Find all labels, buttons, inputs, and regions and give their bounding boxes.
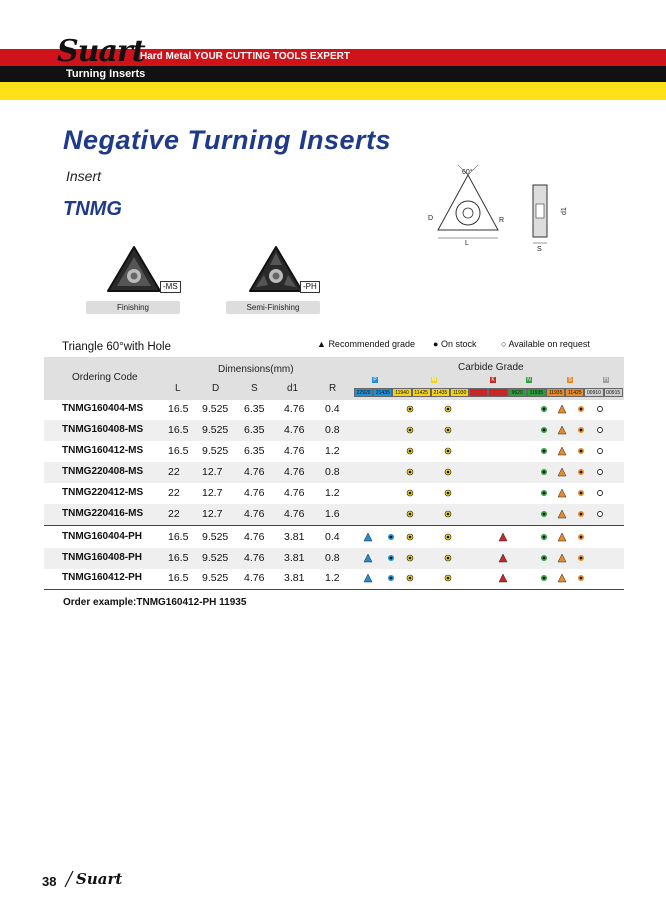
slash-divider	[64, 870, 74, 888]
stock-dot-icon	[442, 552, 454, 564]
stock-dot-icon	[404, 552, 416, 564]
stock-dot-icon	[404, 508, 416, 520]
row-code: TNMG220416-MS	[62, 508, 144, 519]
header-col-d1: d1	[287, 383, 299, 394]
stock-dot-icon	[538, 403, 550, 415]
dim-d-label: D	[428, 215, 434, 222]
row-L: 16.5	[168, 445, 189, 457]
recommended-triangle-icon	[556, 487, 568, 499]
table-row	[44, 483, 624, 504]
iso-group-m: M	[431, 377, 437, 383]
footer-logo: Suart	[76, 870, 123, 888]
stock-dot-icon	[404, 424, 416, 436]
header-ordering-code: Ordering Code	[72, 372, 138, 383]
stock-dot-icon	[538, 487, 550, 499]
table-row	[44, 399, 624, 420]
row-S: 4.76	[244, 531, 265, 543]
recommended-triangle-icon	[556, 572, 568, 584]
grade-cell	[469, 388, 488, 397]
recommended-triangle-icon	[497, 572, 509, 584]
grade-cell: 00910	[584, 388, 603, 397]
stock-dot-icon	[538, 508, 550, 520]
row-code: TNMG220408-MS	[62, 466, 144, 477]
dim-r-label: R	[499, 217, 505, 224]
model-name: TNMG	[63, 198, 122, 220]
iso-group-s: S	[568, 377, 572, 383]
header-carbide-grade: Carbide Grade	[458, 362, 524, 373]
recommended-triangle-icon	[556, 508, 568, 520]
row-d1: 4.76	[284, 403, 305, 415]
stock-dot-icon	[538, 445, 550, 457]
insert-ms-image	[104, 243, 164, 295]
row-d1: 3.81	[284, 531, 305, 543]
ring-icon	[594, 508, 606, 520]
row-d1: 4.76	[284, 445, 305, 457]
row-d1: 4.76	[284, 424, 305, 436]
stock-dot-icon	[575, 552, 587, 564]
iso-group-h: H	[604, 377, 608, 383]
row-R: 1.2	[325, 487, 340, 499]
page-title: Negative Turning Inserts	[63, 125, 392, 155]
recommended-triangle-icon	[556, 531, 568, 543]
row-D: 9.525	[202, 552, 229, 564]
row-L: 16.5	[168, 552, 189, 564]
ring-icon	[594, 487, 606, 499]
recommended-triangle-icon	[497, 552, 509, 564]
row-L: 16.5	[168, 572, 189, 584]
row-S: 4.76	[244, 508, 265, 520]
row-L: 16.5	[168, 403, 189, 415]
row-code: TNMG160404-PH	[62, 531, 143, 542]
stock-dot-icon	[538, 572, 550, 584]
row-d1: 3.81	[284, 552, 305, 564]
table-row	[44, 548, 624, 569]
grade-cell: 9620	[508, 388, 527, 397]
grade-cell: 11935	[527, 388, 546, 397]
grade-cell: 11930	[450, 388, 469, 397]
row-R: 0.8	[325, 466, 340, 478]
row-code: TNMG160404-MS	[62, 403, 144, 414]
header-col-R: R	[329, 383, 337, 394]
stock-dot-icon	[538, 466, 550, 478]
header-col-D: D	[212, 383, 220, 394]
stock-dot-icon	[442, 487, 454, 499]
grade-cell: 21435	[431, 388, 450, 397]
brand-logo: Suart	[57, 34, 145, 69]
stock-dot-icon	[385, 552, 397, 564]
geometry-label: Triangle 60°with Hole	[62, 341, 172, 353]
row-L: 22	[168, 466, 180, 478]
legend-recommended	[317, 339, 415, 349]
grade-cell: 11425	[565, 388, 584, 397]
row-R: 0.8	[325, 552, 340, 564]
legend-available	[501, 339, 590, 349]
stock-dot-icon	[442, 531, 454, 543]
row-R: 0.4	[325, 531, 340, 543]
table-row	[44, 568, 624, 589]
variant-ms-suffix: -MS	[160, 281, 181, 293]
dim-l-label: L	[465, 240, 469, 247]
row-S: 4.76	[244, 552, 265, 564]
table-row	[44, 504, 624, 525]
stock-dot-icon	[575, 508, 587, 520]
table-row	[44, 420, 624, 441]
row-D: 9.525	[202, 403, 229, 415]
ring-icon: ○	[501, 339, 507, 349]
dim-d1-label: d1	[561, 207, 568, 215]
variant-ph-label: Semi-Finishing	[226, 301, 320, 314]
stock-dot-icon	[575, 445, 587, 457]
dim-s-label: S	[537, 246, 542, 253]
stock-dot-icon	[575, 487, 587, 499]
iso-group-k: K	[491, 377, 495, 383]
grade-cell: 21435	[373, 388, 392, 397]
stock-dot-icon	[538, 552, 550, 564]
header-col-L: L	[175, 383, 181, 394]
stock-dot-icon	[575, 403, 587, 415]
stock-dot-icon	[442, 466, 454, 478]
stock-dot-icon	[404, 531, 416, 543]
row-d1: 4.76	[284, 466, 305, 478]
row-code: TNMG160408-PH	[62, 552, 143, 563]
row-L: 16.5	[168, 531, 189, 543]
grade-cell: 00915	[604, 388, 623, 397]
row-L: 16.5	[168, 424, 189, 436]
stock-dot-icon	[442, 572, 454, 584]
order-example: Order example:TNMG160412-PH 11935	[63, 597, 247, 608]
grade-cell: 11940	[392, 388, 411, 397]
stock-dot-icon	[404, 466, 416, 478]
variant-ms-label: Finishing	[86, 301, 180, 314]
legend-on-stock-label: On stock	[440, 339, 477, 349]
ring-icon	[594, 445, 606, 457]
row-code: TNMG160412-PH	[62, 572, 143, 583]
row-d1: 3.81	[284, 572, 305, 584]
row-R: 0.4	[325, 403, 340, 415]
row-d1: 4.76	[284, 508, 305, 520]
header-yellow-band	[0, 82, 666, 100]
row-D: 9.525	[202, 572, 229, 584]
row-D: 12.7	[202, 487, 223, 499]
row-code: TNMG160412-MS	[62, 445, 144, 456]
recommended-triangle-icon	[497, 531, 509, 543]
recommended-triangle-icon	[362, 572, 374, 584]
row-S: 6.35	[244, 424, 265, 436]
recommended-triangle-icon	[362, 531, 374, 543]
stock-dot-icon	[404, 572, 416, 584]
row-S: 6.35	[244, 445, 265, 457]
ring-icon	[594, 466, 606, 478]
row-L: 22	[168, 508, 180, 520]
table-divider	[44, 525, 624, 526]
row-R: 1.6	[325, 508, 340, 520]
legend-available-label: Available on request	[508, 339, 590, 349]
recommended-triangle-icon	[556, 424, 568, 436]
stock-dot-icon	[442, 403, 454, 415]
table-row	[44, 527, 624, 548]
header-col-S: S	[251, 383, 258, 394]
page-subtitle: Insert	[66, 168, 102, 184]
legend-on-stock	[433, 339, 476, 349]
grade-cell: 11425	[412, 388, 431, 397]
stock-dot-icon	[575, 572, 587, 584]
ring-icon	[594, 403, 606, 415]
insert-diagram	[425, 160, 585, 255]
stock-dot-icon	[404, 403, 416, 415]
row-D: 9.525	[202, 531, 229, 543]
header-dimensions: Dimensions(mm)	[218, 364, 294, 375]
header-brand-tag: Hard Metal	[140, 51, 192, 62]
iso-group-n: N	[527, 377, 531, 383]
table-bottom-line	[44, 589, 624, 590]
stock-dot-icon	[538, 424, 550, 436]
legend-recommended-label: Recommended grade	[328, 339, 415, 349]
stock-dot-icon	[442, 445, 454, 457]
stock-dot-icon	[575, 531, 587, 543]
row-L: 22	[168, 487, 180, 499]
filled-dot-icon: ●	[433, 339, 439, 349]
row-code: TNMG160408-MS	[62, 424, 144, 435]
row-S: 4.76	[244, 572, 265, 584]
variant-ph-suffix: -PH	[300, 281, 320, 293]
recommended-triangle-icon	[556, 552, 568, 564]
grade-cell	[488, 388, 507, 397]
row-D: 9.525	[202, 424, 229, 436]
stock-dot-icon	[575, 466, 587, 478]
section-title: Turning Inserts	[66, 68, 146, 80]
row-D: 12.7	[202, 508, 223, 520]
row-R: 0.8	[325, 424, 340, 436]
page-number: 38	[42, 874, 57, 889]
table-row	[44, 462, 624, 483]
stock-dot-icon	[442, 508, 454, 520]
stock-dot-icon	[404, 487, 416, 499]
stock-dot-icon	[538, 531, 550, 543]
row-R: 1.2	[325, 572, 340, 584]
stock-dot-icon	[404, 445, 416, 457]
row-R: 1.2	[325, 445, 340, 457]
row-S: 6.35	[244, 403, 265, 415]
ring-icon	[594, 424, 606, 436]
recommended-triangle-icon	[362, 552, 374, 564]
row-D: 12.7	[202, 466, 223, 478]
stock-dot-icon	[442, 424, 454, 436]
stock-dot-icon	[575, 424, 587, 436]
triangle-icon: ▲	[317, 339, 326, 349]
stock-dot-icon	[385, 572, 397, 584]
row-d1: 4.76	[284, 487, 305, 499]
recommended-triangle-icon	[556, 403, 568, 415]
grade-cell: 11935	[546, 388, 565, 397]
recommended-triangle-icon	[556, 466, 568, 478]
header-slogan: YOUR CUTTING TOOLS EXPERT	[194, 51, 350, 62]
iso-group-p: P	[373, 377, 377, 383]
row-D: 9.525	[202, 445, 229, 457]
insert-ph-image	[246, 243, 306, 295]
stock-dot-icon	[385, 531, 397, 543]
recommended-triangle-icon	[556, 445, 568, 457]
grade-cell: 22920	[354, 388, 373, 397]
row-S: 4.76	[244, 487, 265, 499]
table-row	[44, 441, 624, 462]
angle-label: 60°	[462, 169, 473, 176]
row-S: 4.76	[244, 466, 265, 478]
row-code: TNMG220412-MS	[62, 487, 144, 498]
